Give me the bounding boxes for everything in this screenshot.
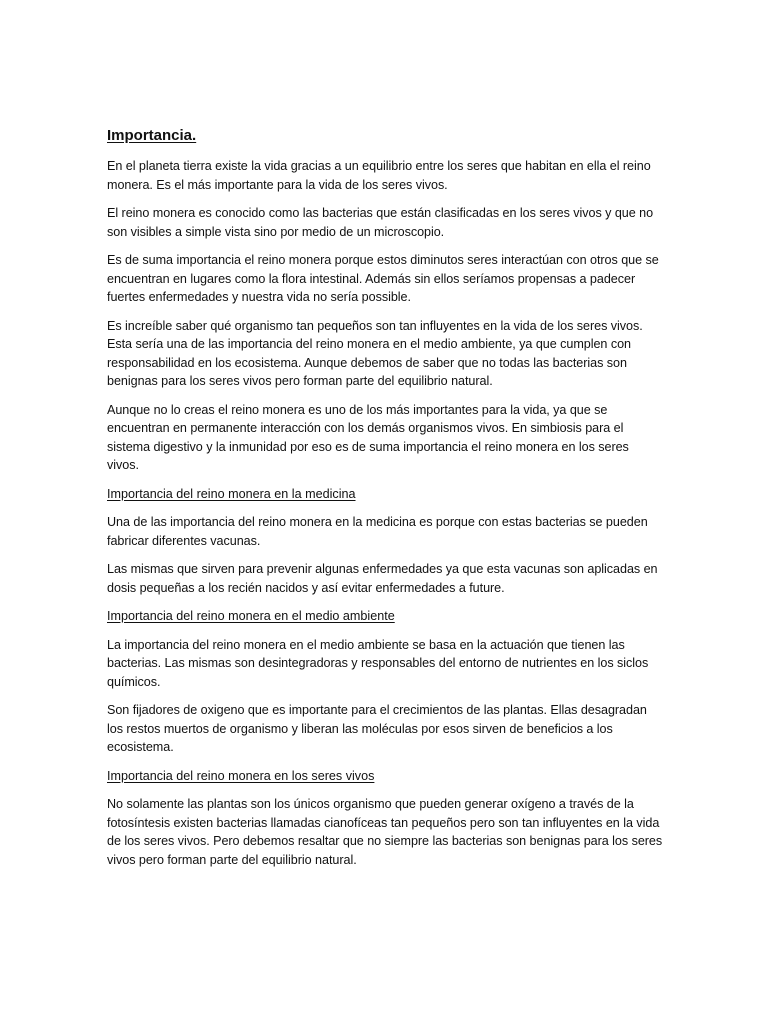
section-medicina-paragraph-2: Las mismas que sirven para prevenir algunas enfermedades ya que esta vacunas son aplicadas en dosis pequeñas a los recién nacidos y así evitar enfermedades a future.	[107, 562, 658, 595]
section-heading-seres-vivos: Importancia del reino monera en los seres vivos	[107, 768, 375, 783]
section-medicina-paragraph-1: Una de las importancia del reino monera en la medicina es porque con estas bacterias se pueden fabricar diferentes vacunas.	[107, 515, 648, 548]
intro-paragraph-3: Es de suma importancia el reino monera porque estos diminutos seres interactúan con otros que se encuentran en lugares como la flora intestinal. Además sin ellos seríamos propensas a padecer fuertes enfermedades y nuestra vida no sería possible.	[107, 253, 659, 304]
document-title	[107, 126, 663, 146]
section-medio-ambiente-paragraph-2: Son fijadores de oxigeno que es importante para el crecimientos de las plantas. Ellas desagradan los restos muertos de organismo y liberan las moléculas por esos sirven de beneficios a los ecosistema.	[107, 703, 647, 754]
section-heading-medio-ambiente: Importancia del reino monera en el medio ambiente	[107, 609, 395, 623]
intro-paragraph-2: El reino monera es conocido como las bacterias que están clasificadas en los seres vivos y que no son visibles a simple vista sino por medio de un microscopio.	[107, 206, 654, 239]
section-heading-medicina: Importancia del reino monera en la medicina	[107, 486, 356, 501]
document-body	[107, 126, 663, 879]
section-seres-vivos-paragraph-1: No solamente las plantas son los únicos organismo que pueden generar oxígeno a través de la fotosíntesis existen bacterias llamadas cianofíceas tan pequeños pero son tan influyentes en la vida de los seres vivos. Pero debemos resaltar que no siempre las bacterias son benignas para los seres vivos pero forman parte del equilibrio natural.	[107, 797, 663, 867]
section-medio-ambiente-paragraph-1: La importancia del reino monera en el medio ambiente se basa en la actuación que tienen las bacterias. Las mismas son desintegradoras y responsables del entorno de nutrientes en los siclos químicos.	[107, 637, 649, 689]
intro-paragraph-5: Aunque no lo creas el reino monera es uno de los más importantes para la vida, ya que se encuentran en permanente interacción con los demás organismos vivos. En simbiosis para el sistema digestivo y la inmunidad por eso es de suma importancia el reino monera en los seres vivos.	[107, 402, 629, 472]
intro-paragraph-1: En el planeta tierra existe la vida gracias a un equilibrio entre los seres que habitan en ella el reino monera. Es el más importante para la vida de los seres vivos.	[107, 159, 651, 192]
document-title-text: Importancia.	[107, 127, 197, 144]
intro-paragraph-4: Es increíble saber qué organismo tan pequeños son tan influyentes en la vida de los seres vivos. Esta sería una de las importancia del reino monera en el medio ambiente, ya que cumplen con responsabilidad en los ecosistema. Aunque debemos de saber que no todas las bacterias son benignas para los seres vivos pero forman parte del equilibrio natural.	[107, 318, 643, 388]
